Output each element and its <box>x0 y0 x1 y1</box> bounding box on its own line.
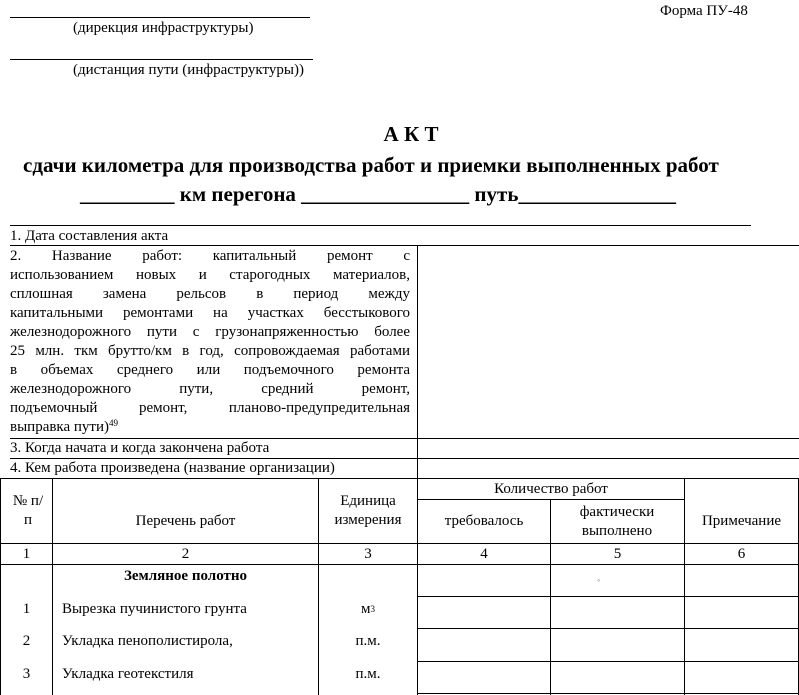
header-note: Примечание <box>701 513 782 529</box>
act-location-line: _________ км перегона ________________ путь_______________ <box>80 182 676 206</box>
item-organization: 4. Кем работа произведена (название организации) <box>10 460 335 476</box>
item2-line: использованием новых и старогодных материалов, <box>10 267 410 283</box>
header-works: Перечень работ <box>135 512 236 529</box>
item-work-name <box>10 247 410 437</box>
row-rule-3 <box>417 661 799 662</box>
act-title: А К Т <box>383 122 439 146</box>
col-number: 1 <box>22 545 31 562</box>
item2-line: сплошная замена рельсов в период между <box>10 286 410 302</box>
header-required: требовалось <box>444 513 524 529</box>
col-divider-2 <box>318 478 319 695</box>
title-underline <box>10 225 751 226</box>
row-unit: п.м. <box>355 632 381 649</box>
row-unit: п.м. <box>355 665 381 682</box>
item2-last-line <box>10 418 410 437</box>
directorate-underline <box>10 17 310 18</box>
table-left-border <box>0 478 1 695</box>
col-number: 4 <box>480 545 488 562</box>
stray-mark: ◦ <box>597 575 601 585</box>
table-top-border <box>0 478 799 479</box>
item2-line: в объемах среднего или подъемочного ремонта <box>10 362 410 378</box>
footnote-ref: 49 <box>109 418 119 428</box>
section-title: Земляное полотно <box>123 568 248 584</box>
col-number: 6 <box>737 545 746 562</box>
item2-last-text: выправка пути) <box>10 419 110 435</box>
row-work: Укладка пенополистирола, <box>62 633 233 649</box>
item-date: 1. Дата составления акта <box>10 228 169 244</box>
col-divider-4 <box>550 499 551 695</box>
row-num: 1 <box>22 600 31 617</box>
form-label: Форма ПУ-48 <box>660 3 748 19</box>
item2-line: железнодорожного пути, средний ремонт, <box>10 381 410 397</box>
numbers-bottom-rule <box>0 564 799 565</box>
col-number: 2 <box>181 545 190 562</box>
header-done: фактически выполнено <box>579 503 655 539</box>
item2-line: 25 млн. ткм брутто/км в год, сопровождаемая работами <box>10 343 410 359</box>
item2-line: подъемочный ремонт, планово-предупредительная <box>10 400 410 416</box>
item2-line: 2. Название работ: капитальный ремонт с <box>10 248 410 264</box>
distance-caption: (дистанция пути (инфраструктуры)) <box>73 62 304 78</box>
row-rule-4 <box>417 693 799 694</box>
directorate-caption: (дирекция инфраструктуры) <box>73 20 254 36</box>
row-work: Укладка геотекстиля <box>62 666 194 682</box>
header-num: № п/п <box>12 493 44 528</box>
act-subtitle: сдачи километра для производства работ и приемки выполненных работ <box>23 153 719 177</box>
row-num: 2 <box>22 632 31 649</box>
row-rule-1 <box>417 596 799 597</box>
item2-line: капитальными ремонтами на участках бесстыкового <box>10 305 410 321</box>
item2-line: железнодорожного пути с грузонапряженностью более <box>10 324 410 340</box>
header-quantity: Количество работ <box>494 481 608 497</box>
row-unit: м 3 <box>361 600 375 617</box>
distance-underline <box>10 59 313 60</box>
col-number: 3 <box>364 545 372 562</box>
row-unit-text: м <box>361 600 371 617</box>
col-number: 5 <box>613 545 622 562</box>
row-work: Вырезка пучинистого грунта <box>62 601 247 617</box>
header-unit: Единица измерения <box>334 493 402 528</box>
row-num: 3 <box>22 665 31 682</box>
row-rule-2 <box>417 628 799 629</box>
item-dates: 3. Когда начата и когда закончена работа <box>10 440 270 456</box>
info-divider <box>417 245 418 478</box>
